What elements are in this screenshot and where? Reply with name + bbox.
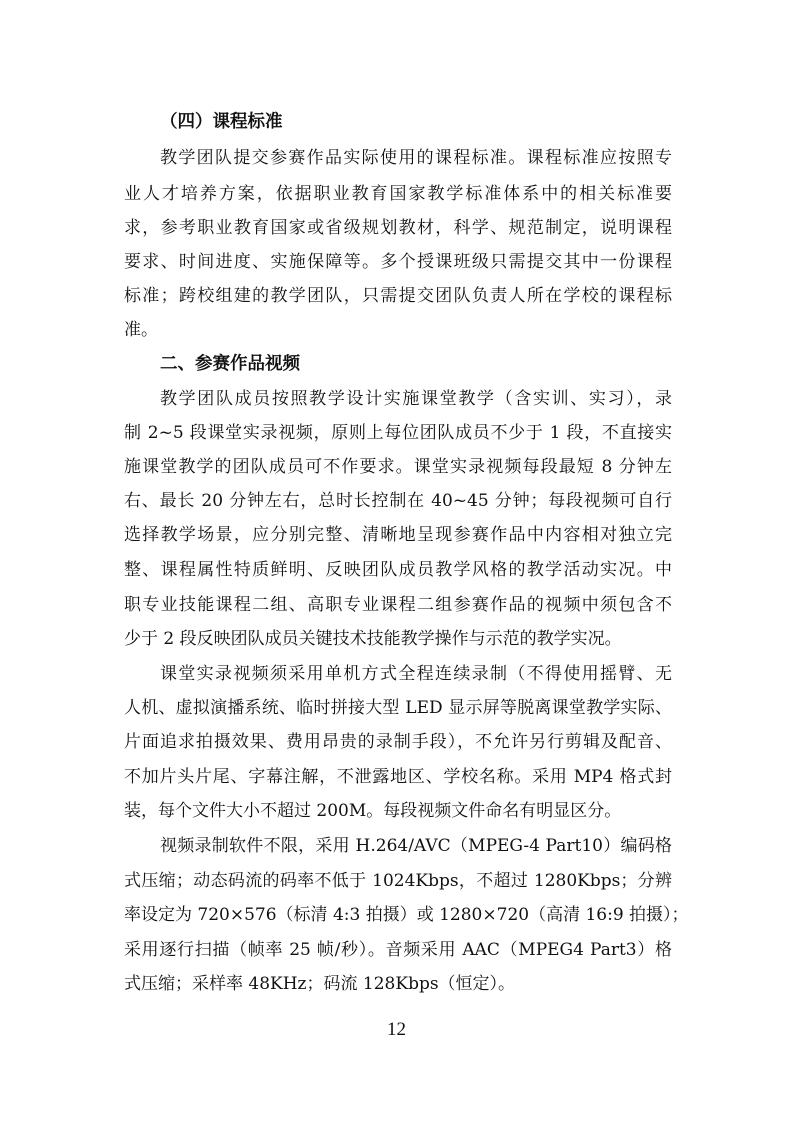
paragraph-line: 整、课程属性特质鲜明、反映团队成员教学风格的教学活动实况。中: [124, 560, 672, 580]
paragraph-line: 人机、虚拟演播系统、临时拼接大型 LED 显示屏等脱离课堂教学实际、: [124, 698, 672, 718]
paragraph-line: 式压缩；动态码流的码率不低于 1024Kbps，不超过 1280Kbps；分辨: [124, 871, 672, 891]
paragraph-line: 课堂实录视频须采用单机方式全程连续录制（不得使用摇臂、无: [160, 664, 672, 684]
page-number: 12: [387, 1019, 406, 1040]
paragraph-line: 业人才培养方案，依据职业教育国家教学标准体系中的相关标准要: [124, 184, 672, 204]
paragraph-line: 施课堂教学的团队成员可不作要求。课堂实录视频每段最短 8 分钟左: [124, 457, 672, 477]
paragraph-line: 标准；跨校组建的教学团队，只需提交团队负责人所在学校的课程标: [124, 286, 672, 306]
paragraph-line: 视频录制软件不限，采用 H.264/AVC（MPEG-4 Part10）编码格: [160, 836, 672, 856]
paragraph-line: 教学团队提交参赛作品实际使用的课程标准。课程标准应按照专: [160, 148, 672, 168]
heading-course-standard: （四）课程标准: [160, 112, 283, 132]
paragraph-line: 不加片头片尾、字幕注解，不泄露地区、学校名称。采用 MP4 格式封: [124, 767, 672, 787]
paragraph-line: 采用逐行扫描（帧率 25 帧/秒）。音频采用 AAC（MPEG4 Part3）格: [124, 940, 672, 960]
paragraph-line: 教学团队成员按照教学设计实施课堂教学（含实训、实习），录: [160, 389, 672, 409]
heading-competition-video: 二、参赛作品视频: [160, 354, 300, 374]
paragraph-line: 片面追求拍摄效果、费用昂贵的录制手段），不允许另行剪辑及配音、: [124, 732, 672, 752]
paragraph-line: 少于 2 段反映团队成员关键技术技能教学操作与示范的教学实况。: [124, 629, 622, 649]
paragraph-line: 求，参考职业教育国家或省级规划教材，科学、规范制定，说明课程: [124, 218, 672, 238]
paragraph-line: 准。: [124, 320, 158, 340]
paragraph-line: 式压缩；采样率 48KHz；码流 128Kbps（恒定）。: [124, 974, 516, 994]
paragraph-line: 选择教学场景，应分别完整、清晰地呈现参赛作品中内容相对独立完: [124, 525, 672, 545]
paragraph-line: 要求、时间进度、实施保障等。多个授课班级只需提交其中一份课程: [124, 252, 672, 272]
paragraph-line: 装，每个文件大小不超过 200M。每段视频文件命名有明显区分。: [124, 801, 622, 821]
paragraph-line: 率设定为 720×576（标清 4:3 拍摄）或 1280×720（高清 16:9 拍摄）；: [124, 905, 689, 925]
paragraph-line: 制 2~5 段课堂实录视频，原则上每位团队成员不少于 1 段，不直接实: [124, 423, 672, 443]
paragraph-line: 职专业技能课程二组、高职专业课程二组参赛作品的视频中须包含不: [124, 595, 672, 615]
paragraph-line: 右、最长 20 分钟左右，总时长控制在 40~45 分钟；每段视频可自行: [124, 491, 672, 511]
